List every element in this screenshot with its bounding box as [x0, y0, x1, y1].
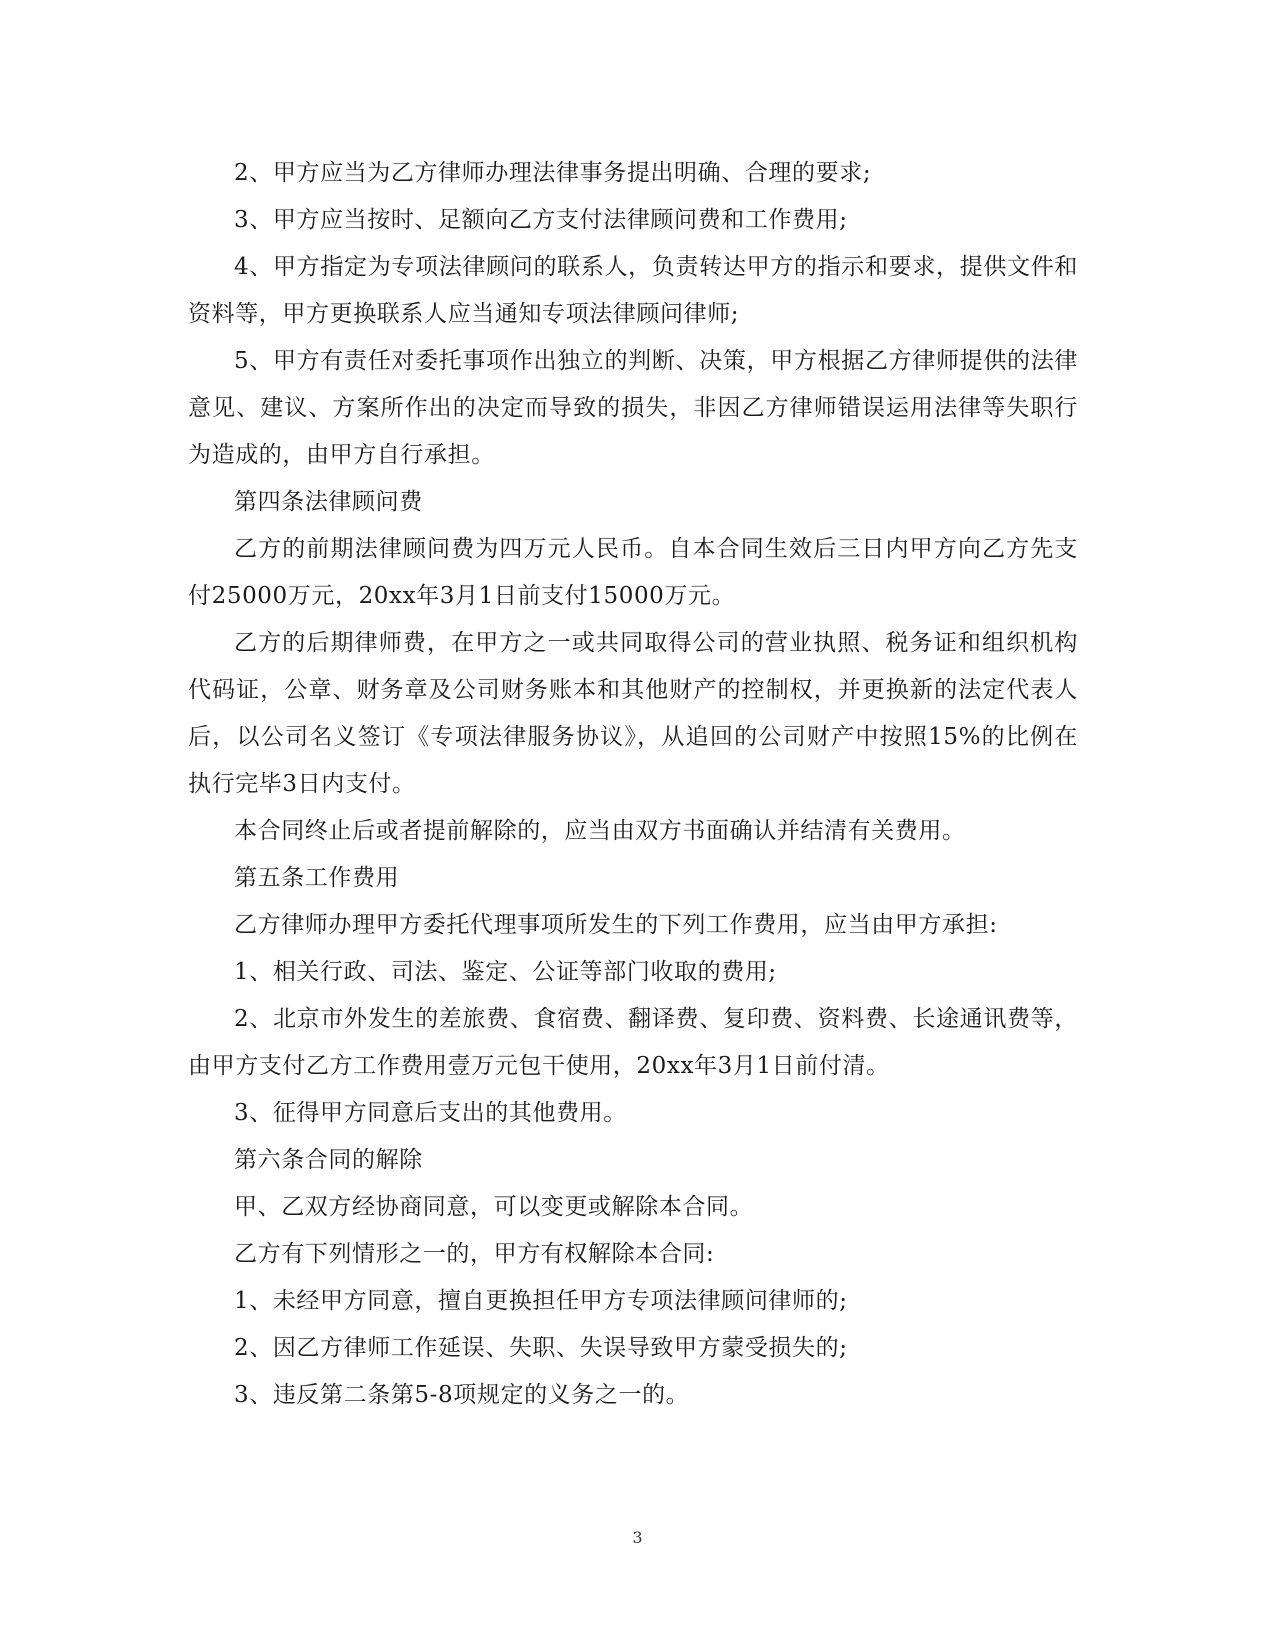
paragraph-expense-1: 1、相关行政、司法、鉴定、公证等部门收取的费用;	[234, 959, 777, 985]
paragraph-condition-1: 1、未经甲方同意，擅自更换担任甲方专项法律顾问律师的;	[234, 1288, 848, 1314]
paragraph-mutual-termination: 甲、乙双方经协商同意，可以变更或解除本合同。	[234, 1194, 754, 1220]
section-heading-article-6: 第六条合同的解除	[234, 1147, 423, 1173]
paragraph-later-fee: 乙方的后期律师费，在甲方之一或共同取得公司的营业执照、税务证和组织机构代码证，公章、财务章及公司财务账本和其他财产的控制权，并更换新的法定代表人后，以公司名义签订《专项法律服务协议》，从追回的公司财产中按照15%的比例在执行完毕3日内支付。	[188, 630, 1078, 797]
section-heading-article-5: 第五条工作费用	[234, 865, 400, 891]
paragraph-condition-3: 3、违反第二条第5-8项规定的义务之一的。	[234, 1382, 690, 1408]
paragraph-obligation-2: 2、甲方应当为乙方律师办理法律事务提出明确、合理的要求;	[234, 160, 872, 186]
page-number: 3	[632, 1528, 643, 1547]
paragraph-obligation-5: 5、甲方有责任对委托事项作出独立的判断、决策，甲方根据乙方律师提供的法律意见、建议、方案所作出的决定而导致的损失，非因乙方律师错误运用法律等失职行为造成的，由甲方自行承担。	[188, 348, 1078, 468]
paragraph-expense-2: 2、北京市外发生的差旅费、食宿费、翻译费、复印费、资料费、长途通讯费等，由甲方支付乙方工作费用壹万元包干使用，20xx年3月1日前付清。	[188, 1006, 1078, 1079]
paragraph-early-fee: 乙方的前期法律顾问费为四万元人民币。自本合同生效后三日内甲方向乙方先支付25000万元，20xx年3月1日前支付15000万元。	[188, 536, 1078, 609]
document-body	[188, 150, 1078, 1419]
section-heading-article-4: 第四条法律顾问费	[234, 489, 423, 515]
paragraph-condition-2: 2、因乙方律师工作延误、失职、失误导致甲方蒙受损失的;	[234, 1335, 848, 1361]
paragraph-obligation-4: 4、甲方指定为专项法律顾问的联系人，负责转达甲方的指示和要求，提供文件和资料等，甲方更换联系人应当通知专项法律顾问律师;	[188, 254, 1078, 327]
paragraph-settlement: 本合同终止后或者提前解除的，应当由双方书面确认并结清有关费用。	[234, 818, 966, 844]
paragraph-obligation-3: 3、甲方应当按时、足额向乙方支付法律顾问费和工作费用;	[234, 207, 848, 233]
paragraph-termination-conditions: 乙方有下列情形之一的，甲方有权解除本合同:	[234, 1241, 715, 1267]
paragraph-expense-3: 3、征得甲方同意后支出的其他费用。	[234, 1100, 627, 1126]
paragraph-work-expenses-intro: 乙方律师办理甲方委托代理事项所发生的下列工作费用，应当由甲方承担:	[234, 912, 998, 938]
